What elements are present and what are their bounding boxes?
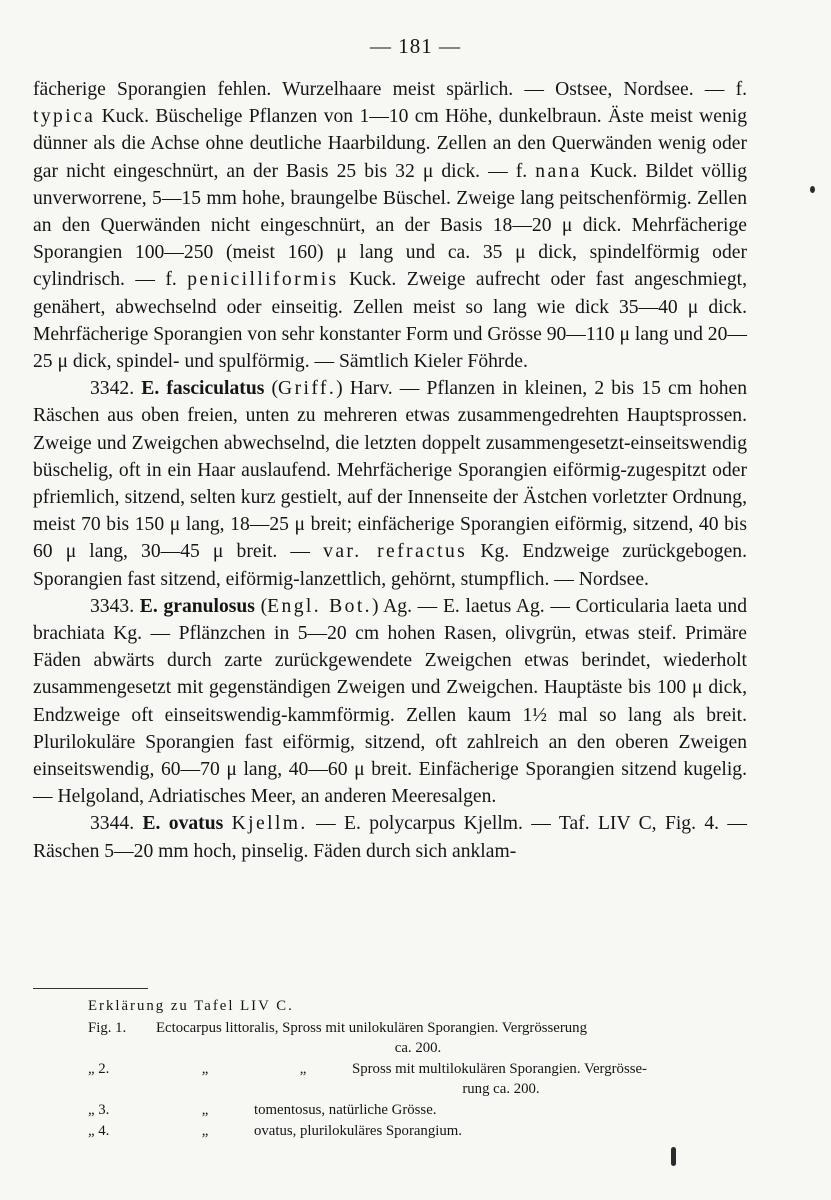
text-run: Kuck. Büschelige Pflanzen von 1—10 cm Höhe, dunkelbraun. Äste meist wenig dünner als die Achse ohne deutliche Haarbildung. Zellen an den Querwänden wenig oder gar nicht eingeschnürt, an der Basis 25 bis 32 μ dick. — f. (33, 106, 747, 182)
ditto-mark: „ (201, 1101, 209, 1118)
figure-caption-3 (88, 1100, 748, 1121)
figure-label: „ 4. (88, 1122, 110, 1139)
species-name: fasciculatus (166, 378, 265, 400)
figure-caption-2 (88, 1059, 748, 1080)
genus-abbrev: E. (142, 813, 169, 835)
genus-abbrev: E. (141, 378, 167, 400)
entry-number: 3342. (90, 378, 142, 400)
entry-number: 3343. (90, 595, 140, 617)
figure-label: „ 3. (88, 1101, 110, 1118)
paragraph-3343 (33, 593, 747, 811)
figure-text-continuation: rung ca. 200. (462, 1081, 540, 1098)
paragraph-forms (33, 76, 747, 375)
form-name-typica: typica (33, 106, 96, 128)
figure-text: Spross mit multilokulären Sporangien. Vergrösse- (352, 1060, 647, 1077)
ink-speck (671, 1147, 676, 1166)
plate-explanation (88, 996, 748, 1141)
text-run (223, 813, 231, 834)
text-run: Kg. Endzweige zurückgebogen. Sporangien fast sitzend, eiförmig-lanzettlich, gehörnt, stumpflich. — Nordsee. (33, 541, 747, 590)
text-run: Kuck. Bildet völlig unverworrene, 5—15 mm hohe, braungelbe Büschel. Zweige lang peitschenförmig. Zellen an den Querwänden nicht eingeschnürt, an der Basis 18—20 μ dick. Mehrfächerige Sporangien 100—250 (meist 160) μ lang und ca. 35 μ dick, spindelförmig oder cylindrisch. — f. (33, 160, 747, 291)
genus-abbrev: E. (139, 595, 164, 617)
ink-speck (810, 186, 815, 193)
text-run: ( (254, 595, 268, 617)
text-run: ( (264, 378, 279, 400)
footnote-rule (33, 988, 148, 989)
form-name-nana: nana (535, 160, 582, 182)
figure-caption-1 (88, 1018, 748, 1039)
author-name: Griff. (278, 378, 337, 400)
form-name-penicilliformis: penicilliformis (187, 269, 339, 291)
variety-name: var. refractus (323, 541, 468, 563)
text-run: Kuck. Zweige aufrecht oder fast angeschmiegt, genähert, abwechselnd oder einseitig. Zellen meist so lang wie dick 35—40 μ dick. Mehrfächerige Sporangien von sehr konstanter Form und Grösse 90—110 μ lang und 20—25 μ dick, spindel- und spulförmig. — Sämtlich Kieler Föhrde. (33, 269, 747, 373)
ditto-mark: „ (299, 1060, 307, 1077)
page-number: — 181 — (370, 34, 461, 58)
plate-explanation-heading: Erklärung zu Tafel LIV C. (88, 998, 294, 1014)
figure-label: „ 2. (88, 1060, 110, 1077)
ditto-mark: „ (201, 1122, 209, 1139)
figure-text-continuation: ca. 200. (394, 1040, 442, 1057)
text-run: ) Harv. — Pflanzen in kleinen, 2 bis 15 cm hohen Räschen aus oben freien, unten zu mehreren etwas zusammengedrehten Hauptsprossen. Zweige und Zweigchen abwechselnd, die letzten doppelt zusammengesetzt-einseitswendig büschelig, oft in ein Haar auslaufend. Mehrfächerige Sporangien eiförmig-zugespitzt oder pfriemlich, sitzend, selten kurz gestielt, auf der Innenseite der Ästchen vorletzter Ordnung, meist 70 bis 150 μ lang, 18—25 μ breit; einfächerige Sporangien eiförmig, sitzend, 40 bis 60 μ lang, 30—45 μ breit. — (33, 378, 748, 563)
reference-name: Engl. Bot. (267, 595, 372, 617)
figure-caption-4 (88, 1121, 748, 1142)
entry-number: 3344. (90, 813, 143, 835)
paragraph-3342 (33, 375, 747, 593)
figure-text: tomentosus, natürliche Grösse. (254, 1101, 437, 1118)
figure-label: Fig. 1. (88, 1019, 127, 1036)
paragraph-3344 (33, 810, 747, 864)
body-text (33, 76, 747, 865)
species-name: granulosus (163, 595, 255, 617)
text-run: — E. polycarpus Kjellm. — Taf. LIV C, Fig. 4. — Räschen 5—20 mm hoch, pinselig. Fäden durch sich anklam- (33, 813, 747, 862)
ditto-mark: „ (201, 1060, 209, 1077)
text-run: fächerige Sporangien fehlen. Wurzelhaare meist spärlich. — Ostsee, Nordsee. — f. (33, 79, 747, 100)
figure-text: Ectocarpus littoralis, Spross mit unilokulären Sporangien. Vergrösserung (156, 1019, 587, 1036)
figure-text: ovatus, plurilokuläres Sporangium. (254, 1122, 462, 1139)
author-name: Kjellm. (231, 813, 308, 835)
text-run: ) Ag. — E. laetus Ag. — Corticularia laeta und brachiata Kg. — Pflänzchen in 5—20 cm hohen Rasen, olivgrün, etwas steif. Primäre Fäden abwärts durch zarte zurückgewendete Zweigchen etwas berindet, wiederholt zusammengesetzt mit gegenständigen Zweigen und Zweigchen. Hauptäste bis 100 μ dick, Endzweige oft einseitswendig-kammförmig. Zellen kaum 1½ mal so lang als breit. Plurilokuläre Sporangien fast eiförmig, sitzend, oft zahlreich an den oberen Zweigen einseitswendig, 60—70 μ lang, 40—60 μ breit. Einfächerige Sporangien sitzend kugelig. — Helgoland, Adriatisches Meer, an anderen Meeresalgen. (33, 595, 747, 808)
species-name: ovatus (168, 813, 224, 835)
